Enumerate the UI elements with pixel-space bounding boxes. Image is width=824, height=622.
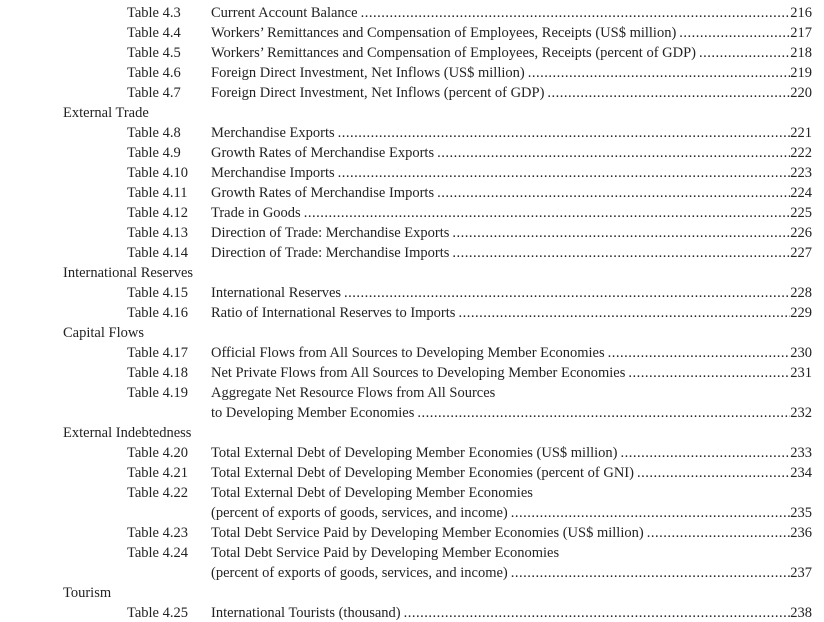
dot-leader: [511, 503, 791, 523]
toc-entry: [0, 223, 812, 243]
table-title: Growth Rates of Merchandise Exports: [211, 145, 435, 161]
toc-entry-continuation: [0, 403, 812, 423]
section-heading: Capital Flows: [63, 325, 144, 341]
page-number: 237: [790, 565, 812, 581]
toc-entry: [0, 3, 812, 23]
table-title: Current Account Balance: [211, 5, 358, 21]
toc-entry: [0, 363, 812, 383]
toc-entry-continuation: [0, 503, 812, 523]
table-number: Table 4.15: [127, 285, 188, 301]
table-title: International Tourists (thousand): [211, 605, 401, 621]
section-heading: International Reserves: [63, 265, 194, 281]
page-number: 229: [790, 305, 812, 321]
table-title-continuation: (percent of exports of goods, services, and income): [211, 505, 508, 521]
table-title: Official Flows from All Sources to Developing Member Economies: [211, 345, 605, 361]
dot-leader: [637, 463, 790, 483]
table-title: Workers’ Remittances and Compensation of Employees, Receipts (percent of GDP): [211, 45, 696, 61]
page-number: 231: [790, 365, 812, 381]
page-number: 226: [790, 225, 812, 241]
section-heading: Tourism: [63, 585, 112, 601]
page-number: 221: [790, 125, 812, 141]
toc-entry: [0, 123, 812, 143]
toc-entry-continuation: [0, 563, 812, 583]
table-number: Table 4.8: [127, 125, 181, 141]
dot-leader: [458, 303, 790, 323]
table-number: Table 4.16: [127, 305, 188, 321]
page-number: 230: [790, 345, 812, 361]
dot-leader: [338, 163, 791, 183]
table-number: Table 4.21: [127, 465, 188, 481]
table-number: Table 4.24: [127, 545, 188, 561]
table-title-continuation: (percent of exports of goods, services, and income): [211, 565, 508, 581]
table-number: Table 4.10: [127, 165, 188, 181]
toc-entry: [0, 283, 812, 303]
table-title-continuation: to Developing Member Economies: [211, 405, 415, 421]
page-number: 228: [790, 285, 812, 301]
toc-entry: [0, 303, 812, 323]
table-title: Trade in Goods: [211, 205, 301, 221]
page-number: 222: [790, 145, 812, 161]
table-title: International Reserves: [211, 285, 342, 301]
page-number: 233: [790, 445, 812, 461]
table-number: Table 4.14: [127, 245, 188, 261]
page-number: 220: [790, 85, 812, 101]
table-title: Merchandise Exports: [211, 125, 335, 141]
page-number: 235: [790, 505, 812, 521]
table-title: Total Debt Service Paid by Developing Member Economies (US$ million): [211, 525, 644, 541]
table-number: Table 4.11: [127, 185, 188, 201]
table-title: Foreign Direct Investment, Net Inflows (US$ million): [211, 65, 525, 81]
section-heading: External Trade: [63, 105, 149, 121]
table-number: Table 4.3: [127, 5, 181, 21]
page-number: 216: [790, 5, 812, 21]
table-number: Table 4.12: [127, 205, 188, 221]
page-number: 234: [790, 465, 812, 481]
page-number: 219: [790, 65, 812, 81]
table-title: Foreign Direct Investment, Net Inflows (percent of GDP): [211, 85, 545, 101]
dot-leader: [361, 3, 791, 23]
table-number: Table 4.5: [127, 45, 181, 61]
table-number: Table 4.6: [127, 65, 181, 81]
page-number: 218: [790, 45, 812, 61]
dot-leader: [647, 523, 791, 543]
table-number: Table 4.7: [127, 85, 181, 101]
toc-entry: [0, 603, 812, 622]
dot-leader: [417, 403, 790, 423]
toc-entry: [0, 203, 812, 223]
page-number: 236: [790, 525, 812, 541]
page-number: 217: [790, 25, 812, 41]
dot-leader: [304, 203, 791, 223]
toc-entry: [0, 23, 812, 43]
table-number: Table 4.25: [127, 605, 188, 621]
table-number: Table 4.4: [127, 25, 181, 41]
toc-entry: [0, 43, 812, 63]
toc-entry: [0, 543, 812, 563]
dot-leader: [437, 183, 790, 203]
table-number: Table 4.18: [127, 365, 188, 381]
table-title: Growth Rates of Merchandise Imports: [211, 185, 435, 201]
toc-entry: [0, 343, 812, 363]
section-heading: External Indebtedness: [63, 425, 192, 441]
toc-entry: [0, 63, 812, 83]
table-title: Aggregate Net Resource Flows from All Sources: [211, 385, 496, 401]
table-title: Total External Debt of Developing Member Economies (percent of GNI): [211, 465, 634, 481]
dot-leader: [679, 23, 790, 43]
table-title: Merchandise Imports: [211, 165, 335, 181]
dot-leader: [344, 283, 790, 303]
dot-leader: [699, 43, 790, 63]
dot-leader: [404, 603, 791, 622]
page-number: 223: [790, 165, 812, 181]
table-number: Table 4.20: [127, 445, 188, 461]
toc-entry: [0, 183, 812, 203]
toc-entry: [0, 443, 812, 463]
toc-entry: [0, 243, 812, 263]
table-title: Total External Debt of Developing Member Economies: [211, 485, 533, 501]
table-title: Workers’ Remittances and Compensation of Employees, Receipts (US$ million): [211, 25, 677, 41]
page-number: 225: [790, 205, 812, 221]
table-number: Table 4.23: [127, 525, 188, 541]
table-number: Table 4.19: [127, 385, 188, 401]
toc-entry: [0, 463, 812, 483]
table-title: Direction of Trade: Merchandise Imports: [211, 245, 450, 261]
table-number: Table 4.9: [127, 145, 181, 161]
table-number: Table 4.17: [127, 345, 188, 361]
dot-leader: [437, 143, 790, 163]
dot-leader: [608, 343, 791, 363]
page-number: 224: [790, 185, 812, 201]
table-title: Direction of Trade: Merchandise Exports: [211, 225, 450, 241]
dot-leader: [547, 83, 790, 103]
dot-leader: [528, 63, 791, 83]
table-number: Table 4.22: [127, 485, 188, 501]
toc-entry: [0, 163, 812, 183]
page-number: 227: [790, 245, 812, 261]
toc-entry: [0, 143, 812, 163]
table-number: Table 4.13: [127, 225, 188, 241]
table-title: Total Debt Service Paid by Developing Member Economies: [211, 545, 560, 561]
toc-entry: [0, 523, 812, 543]
toc-entry: [0, 483, 812, 503]
dot-leader: [621, 443, 791, 463]
table-title: Net Private Flows from All Sources to Developing Member Economies: [211, 365, 626, 381]
dot-leader: [452, 223, 790, 243]
page-number: 238: [790, 605, 812, 621]
dot-leader: [338, 123, 791, 143]
dot-leader: [628, 363, 790, 383]
table-title: Ratio of International Reserves to Imports: [211, 305, 456, 321]
page-number: 232: [790, 405, 812, 421]
dot-leader: [452, 243, 790, 263]
table-title: Total External Debt of Developing Member Economies (US$ million): [211, 445, 618, 461]
dot-leader: [511, 563, 791, 583]
toc-entry: [0, 383, 812, 403]
toc-entry: [0, 83, 812, 103]
